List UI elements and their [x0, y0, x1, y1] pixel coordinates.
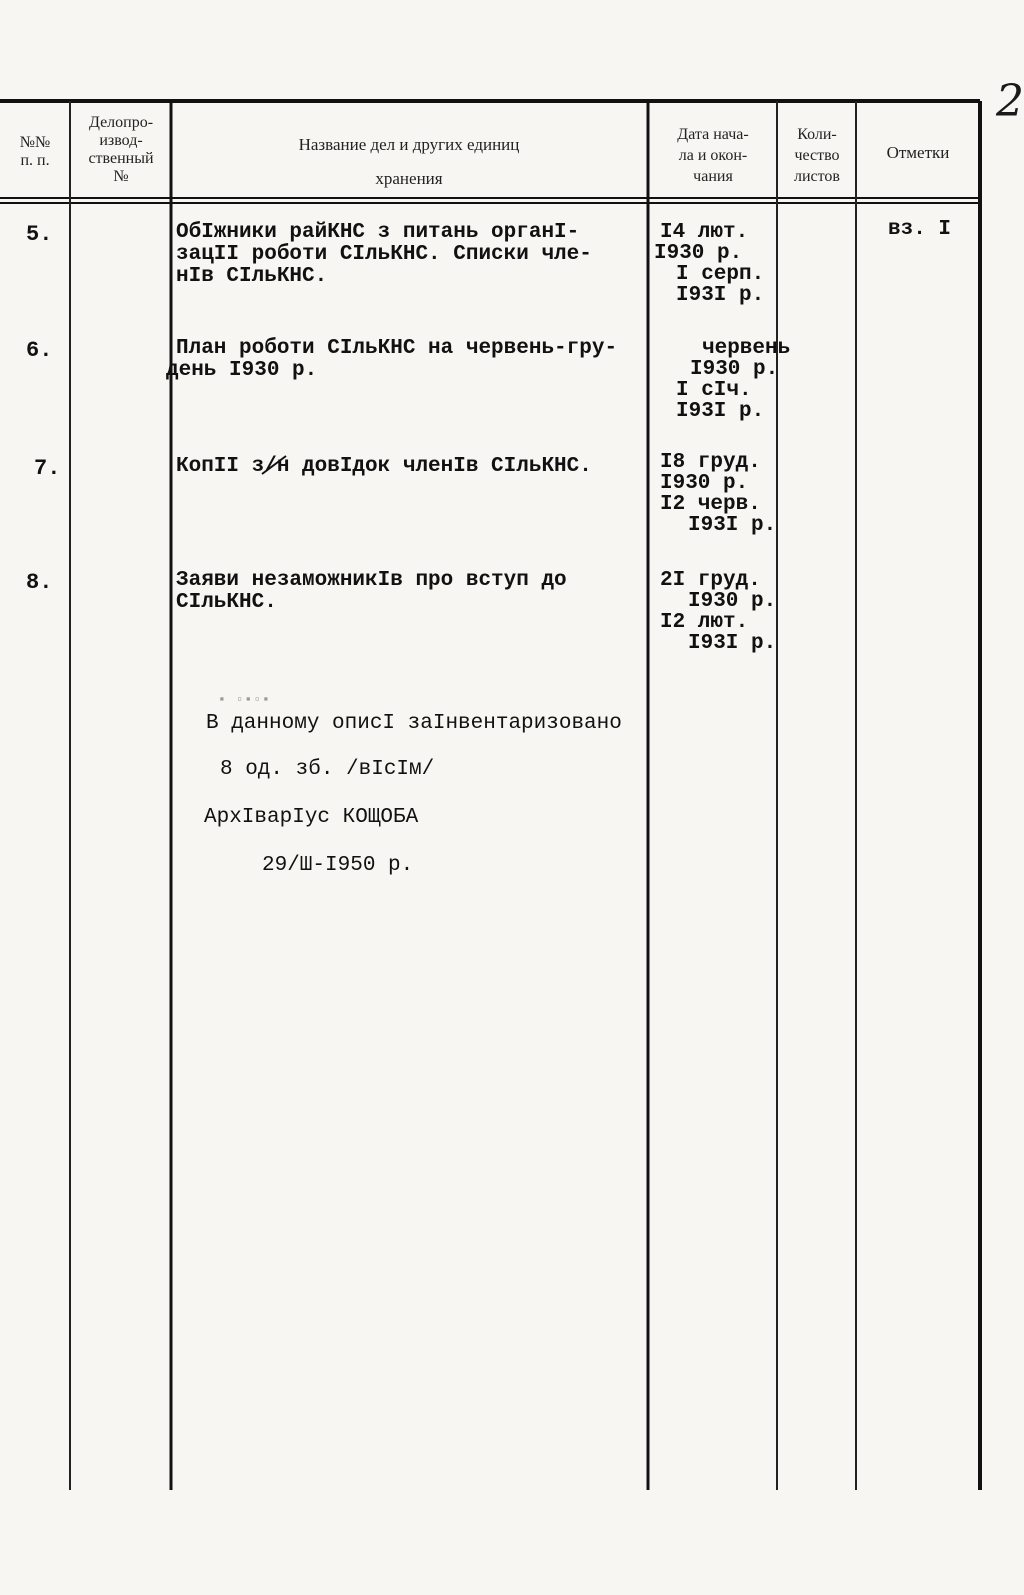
row-title — [176, 570, 567, 614]
row-title — [176, 222, 592, 288]
row-dates — [660, 452, 776, 536]
date-line: I930 р. — [688, 590, 777, 613]
header-text: Дата нача- — [677, 126, 749, 143]
header-col-office — [72, 114, 170, 186]
header-text: ла и окон- — [678, 147, 748, 164]
header-col-dates — [650, 124, 776, 187]
header-text: Название дел и других единиц — [298, 135, 520, 154]
date-line: I930 р. — [690, 358, 779, 381]
closing-note-line: В данному описI заIнвентаризовано — [206, 712, 622, 735]
row-dates — [660, 570, 776, 654]
row-number: 6. — [26, 338, 53, 363]
date-line: I930 р. — [654, 242, 743, 265]
row-remark: вз. I — [888, 218, 952, 241]
date-line: I93I р. — [676, 284, 765, 307]
row-dates — [676, 338, 790, 422]
header-text: Коли- — [797, 126, 837, 143]
closing-note-line: 8 од. зб. /вIсIм/ — [220, 758, 435, 781]
header-col-notes — [858, 144, 978, 162]
row-dates — [654, 221, 765, 307]
faint-stamp: ▪ ▫▪▫▪ — [218, 692, 271, 707]
header-text: извод- — [99, 132, 143, 149]
header-col-title — [174, 128, 644, 196]
header-col-count — [779, 124, 855, 187]
header-text: хранения — [375, 169, 443, 188]
date-line: 2I груд. — [660, 569, 761, 592]
date-line: I8 груд. — [660, 451, 761, 474]
closing-note-line: 29/Ш-I950 р. — [262, 854, 414, 877]
row-title — [176, 456, 592, 478]
header-text: № — [113, 168, 129, 185]
header-text: №№ — [19, 134, 51, 151]
date-line: I4 лют. — [660, 221, 749, 244]
date-line: I серп. — [676, 263, 765, 286]
header-text: Отметки — [886, 143, 950, 162]
date-line: I930 р. — [660, 472, 749, 495]
title-line: КопII з/н довIдок членIв СIльКНС. — [176, 455, 592, 478]
row-title — [166, 337, 618, 382]
title-line: Заяви незаможникIв про вступ до — [176, 569, 567, 592]
header-text: Делопро- — [88, 114, 154, 131]
title-line: зацII роботи СIльКНС. Списки чле- — [176, 243, 592, 266]
closing-note-line: АрхIварIус КОЩОБА — [204, 806, 419, 829]
header-text: п. п. — [20, 152, 50, 169]
date-line: I93I р. — [676, 400, 765, 423]
date-line: I93I р. — [688, 514, 777, 537]
date-line: I сIч. — [676, 379, 752, 402]
date-line: I2 черв. — [660, 493, 761, 516]
title-line: день I930 р. — [166, 359, 318, 382]
header-text: листов — [794, 168, 840, 185]
title-line: ОбIжники райКНС з питань органI- — [176, 221, 580, 244]
title-line: План роботи СIльКНС на червень-гру- — [176, 337, 618, 360]
page-number: 2 — [996, 76, 1024, 127]
row-number: 5. — [26, 222, 53, 247]
header-text: чество — [794, 147, 840, 164]
date-line: I93I р. — [688, 632, 777, 655]
header-text: чания — [693, 168, 733, 185]
row-number: 8. — [26, 570, 53, 595]
header-col-no — [4, 134, 66, 170]
title-line: СIльКНС. — [176, 591, 277, 614]
row-number: 7. — [34, 456, 61, 481]
header-text: ственный — [88, 150, 154, 167]
title-line: нIв СIльКНС. — [176, 265, 328, 288]
date-line: червень — [702, 337, 791, 360]
date-line: I2 лют. — [660, 611, 749, 634]
